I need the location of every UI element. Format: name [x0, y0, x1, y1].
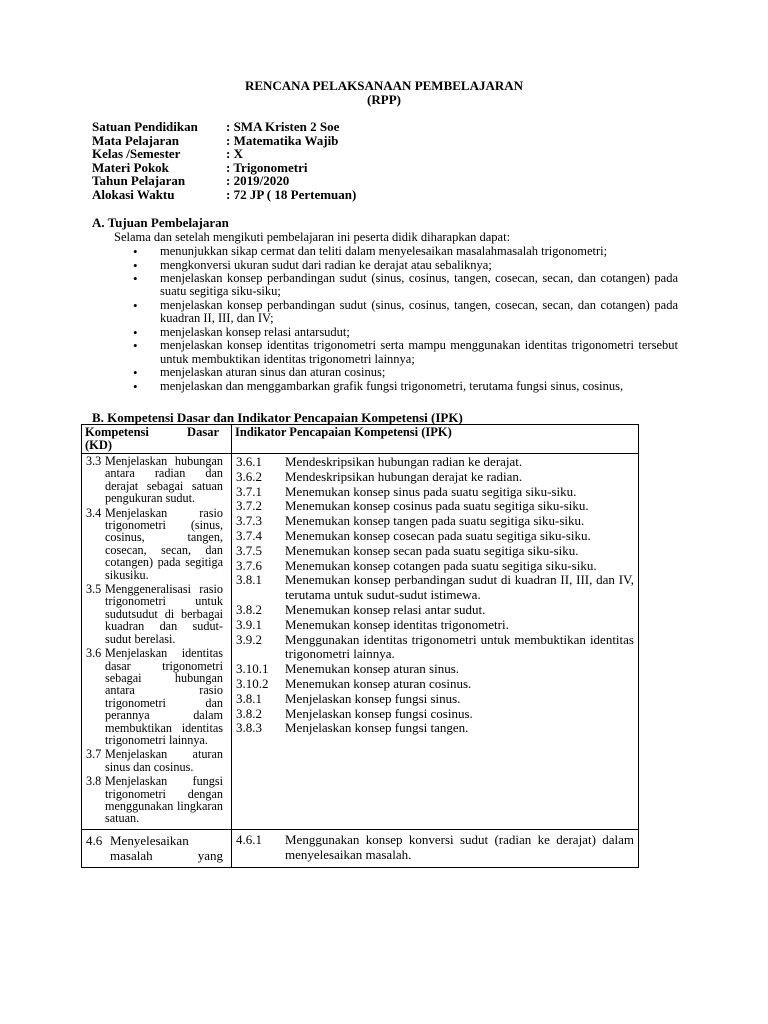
section-a-heading: A. Tujuan Pembelajaran [92, 215, 229, 230]
identity-block [92, 120, 356, 201]
list-item: • menjelaskan konsep relasi antarsudut; [133, 326, 678, 339]
ipk-number: 3.8.3 [236, 720, 262, 736]
ipk-text: Menggunakan identitas trigonometri untuk membuktikan identitas trigonometri lainnya. [285, 631, 634, 662]
ipk-item [236, 559, 634, 574]
kd-number: 3.3 [86, 454, 102, 468]
ipk-item [236, 573, 634, 603]
ipk-item [236, 455, 634, 470]
kd-number: 3.6 [86, 646, 102, 661]
ipk-text: Menemukan konsep cosinus pada suatu segitiga siku-siku. [285, 498, 589, 514]
list-item: • menjelaskan konsep identitas trigonometri serta mampu menggunakan identitas trigonometri tersebut untuk membuktikan identitas trigonometri lainnya; [133, 339, 678, 365]
ipk-number: 3.9.1 [236, 616, 262, 632]
info-row [92, 134, 356, 148]
info-value: : 2019/2020 [226, 173, 290, 188]
ipk-number: 3.10.1 [236, 661, 269, 677]
list-item: • menunjukkan sikap cermat dan teliti dalam menyelesaikan masalahmasalah trigonometri; [133, 245, 678, 258]
ipk-number: 3.7.1 [236, 483, 262, 499]
kd-item [86, 455, 223, 505]
ipk-number: 3.6.1 [236, 454, 262, 469]
info-label: Kelas /Semester [92, 146, 181, 161]
kd-number: 4.6 [86, 832, 103, 848]
ipk-cell [232, 829, 639, 867]
ipk-text: Menemukan konsep tangen pada suatu segitiga siku-siku. [285, 513, 585, 529]
kd-text-word: yang [197, 847, 223, 863]
info-row [92, 147, 356, 161]
kd-text: Menjelaskan fungsi trigonometri dengan menggunakan lingkaran satuan. [105, 774, 223, 826]
kd-column-header [82, 425, 232, 454]
kd-number: 3.5 [86, 582, 102, 597]
ipk-item [236, 662, 634, 677]
ipk-text: Mendeskripsikan hubungan radian ke derajat. [285, 454, 523, 469]
section-b-heading: B. Kompetensi Dasar dan Indikator Pencapaian Kompetensi (IPK) [92, 410, 463, 425]
ipk-text: Menemukan konsep sinus pada suatu segitiga siku-siku. [285, 483, 577, 499]
ipk-item [236, 499, 634, 514]
info-value: : Matematika Wajib [226, 132, 339, 148]
list-item: • menjelaskan konsep perbandingan sudut (sinus, cosinus, tangen, cosecan, secan, dan cotangen) pada suatu segitiga siku-siku; [133, 272, 678, 298]
ipk-text: Menemukan konsep identitas trigonometri. [285, 616, 509, 632]
ipk-number: 3.8.1 [236, 690, 262, 706]
kd-header-word: Dasar [187, 425, 219, 439]
ipk-text: Menemukan konsep cosecan pada suatu segitiga siku-siku. [285, 527, 591, 543]
info-row [92, 174, 356, 188]
table-row [82, 454, 639, 830]
info-value: : X [226, 146, 243, 161]
ipk-text: Menemukan konsep aturan cosinus. [285, 675, 472, 691]
ipk-item [236, 529, 634, 544]
list-item: • menjelaskan aturan sinus dan aturan cosinus; [133, 366, 678, 379]
ipk-text: Menjelaskan konsep fungsi tangen. [285, 720, 469, 736]
kd-text: Menjelaskan hubungan antara radian dan derajat sebagai satuan pengukuran sudut. [105, 454, 223, 506]
info-value: : SMA Kristen 2 Soe [226, 119, 340, 134]
ipk-item [236, 633, 634, 663]
ipk-text: Menjelaskan konsep fungsi cosinus. [285, 705, 473, 721]
kd-item [86, 833, 223, 863]
info-row [92, 188, 356, 202]
kd-header-abbrev: (KD) [85, 438, 113, 452]
info-value: : Trigonometri [226, 159, 308, 175]
ipk-text: Menggunakan konsep konversi sudut (radian ke derajat) dalam menyelesaikan masalah. [285, 831, 634, 862]
ipk-number: 4.6.1 [236, 831, 262, 847]
kd-text: Menjelaskan identitas dasar trigonometri sebagai hubungan antara rasio trigonometri dan perannya dalam membuktikan identitas trigonometri lainnya. [105, 646, 223, 747]
ipk-number: 3.8.2 [236, 705, 262, 721]
ipk-number: 3.7.4 [236, 527, 262, 543]
table-row [82, 829, 639, 867]
ipk-item [236, 618, 634, 633]
info-label: Materi Pokok [92, 159, 169, 175]
kd-number: 3.7 [86, 747, 102, 762]
ipk-text: Menemukan konsep secan pada suatu segitiga siku-siku. [285, 542, 579, 558]
kd-text: Menjelaskan aturan sinus dan cosinus. [105, 747, 223, 774]
ipk-number: 3.7.5 [236, 542, 262, 558]
list-item: • mengkonversi ukuran sudut dari radian ke derajat atau sebaliknya; [133, 259, 678, 272]
ipk-number: 3.7.2 [236, 498, 262, 514]
ipk-number: 3.10.2 [236, 675, 269, 691]
kd-item [86, 507, 223, 581]
ipk-column-header: Indikator Pencapaian Kompetensi (IPK) [232, 425, 639, 454]
kd-item [86, 748, 223, 773]
info-label: Satuan Pendidikan [92, 119, 198, 134]
ipk-text: Menemukan konsep cotangen pada suatu segitiga siku-siku. [285, 557, 597, 573]
kd-item [86, 775, 223, 825]
info-label: Alokasi Waktu [92, 186, 175, 202]
ipk-item [236, 470, 634, 485]
ipk-item [236, 721, 634, 736]
kd-cell [82, 454, 232, 830]
list-item: • menjelaskan dan menggambarkan grafik fungsi trigonometri, terutama fungsi sinus, cosinus, [133, 380, 678, 393]
kd-item [86, 583, 223, 645]
kd-text-word: masalah [110, 847, 153, 863]
ipk-text: Mendeskripsikan hubungan derajat ke radian. [285, 468, 523, 484]
ipk-number: 3.8.2 [236, 601, 262, 617]
objectives-list [133, 245, 678, 393]
ipk-text: Menjelaskan konsep fungsi sinus. [285, 690, 461, 706]
ipk-text: Menemukan konsep aturan sinus. [285, 661, 460, 677]
kd-text: Menjelaskan rasio trigonometri (sinus, cosinus, tangen, cosecan, secan, dan cotangen) pada segitiga sikusiku. [105, 505, 223, 582]
document-subtitle: (RPP) [367, 92, 401, 107]
ipk-text: Menemukan konsep relasi antar sudut. [285, 601, 486, 617]
kd-number: 3.4 [86, 505, 102, 520]
kd-text: Menggeneralisasi rasio trigonometri untuk sudutsudut di berbagai kuadran dan sudut-sudut berelasi. [105, 582, 223, 646]
ipk-item [236, 707, 634, 722]
ipk-item [236, 485, 634, 500]
section-a-intro: Selama dan setelah mengikuti pembelajaran ini peserta didik diharapkan dapat: [114, 230, 511, 244]
kd-header-word: Kompetensi [85, 425, 149, 439]
ipk-number: 3.7.6 [236, 557, 262, 573]
info-value: : 72 JP ( 18 Pertemuan) [226, 186, 357, 202]
ipk-number: 3.8.1 [236, 572, 262, 588]
ipk-text: Menemukan konsep perbandingan sudut di kuadran II, III, dan IV, terutama untuk sudut-sudut istimewa. [285, 572, 634, 603]
ipk-number: 3.9.2 [236, 631, 262, 647]
ipk-item [236, 603, 634, 618]
ipk-cell [232, 454, 639, 830]
list-item: • menjelaskan konsep perbandingan sudut (sinus, cosinus, tangen, cosecan, secan, dan cotangen) pada kuadran II, III, dan IV; [133, 299, 678, 325]
table-header-row [82, 425, 639, 454]
kd-text [110, 833, 223, 863]
info-label: Tahun Pelajaran [92, 173, 186, 188]
ipk-item [236, 833, 634, 863]
kd-item [86, 647, 223, 746]
info-label: Mata Pelajaran [92, 132, 180, 148]
document-title: RENCANA PELAKSANAAN PEMBELAJARAN [244, 78, 524, 93]
ipk-number: 3.6.2 [236, 468, 262, 484]
ipk-item [236, 544, 634, 559]
ipk-item [236, 692, 634, 707]
kd-text-line: Menyelesaikan [110, 832, 189, 848]
info-row [92, 120, 356, 134]
info-row [92, 161, 356, 175]
ipk-item [236, 677, 634, 692]
kd-cell [82, 829, 232, 867]
ipk-item [236, 514, 634, 529]
ipk-number: 3.7.3 [236, 513, 262, 529]
competency-table [81, 424, 639, 868]
kd-number: 3.8 [86, 774, 102, 789]
